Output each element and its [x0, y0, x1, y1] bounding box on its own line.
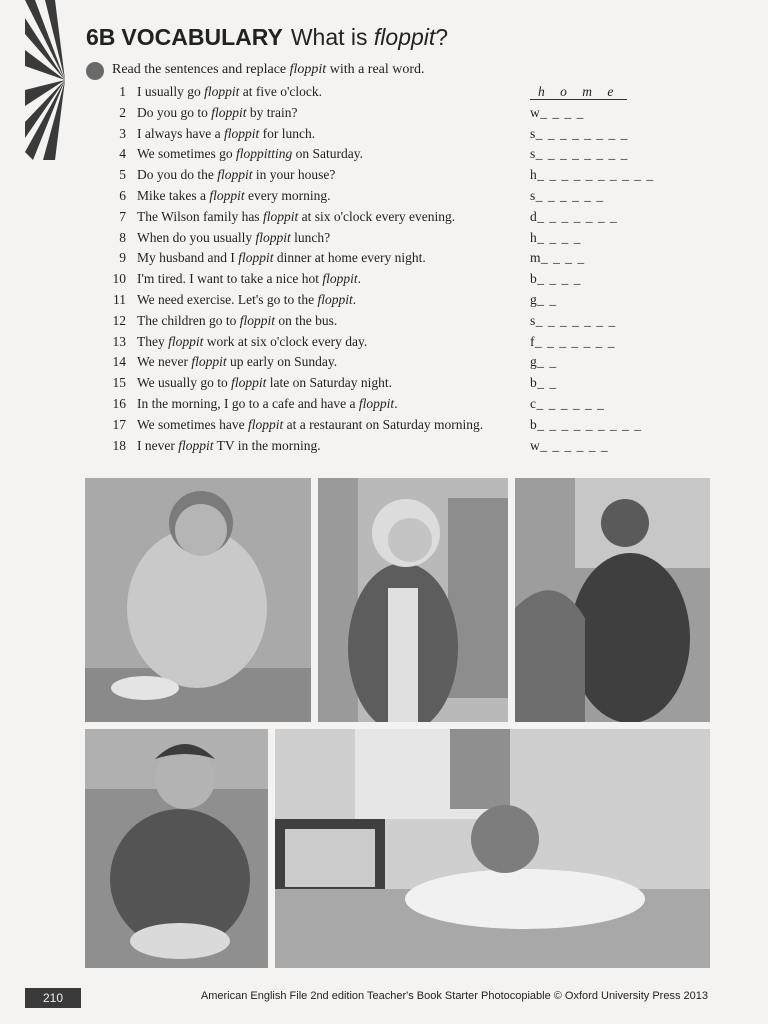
- answer-field[interactable]: [530, 209, 618, 225]
- answer-first-letter: g: [530, 354, 538, 370]
- item-sentence: [137, 438, 321, 454]
- answer-first-letter: m: [530, 250, 542, 266]
- item-number: 6: [119, 188, 126, 203]
- copyright-footer: [201, 990, 708, 1002]
- answer-first-letter: s: [530, 125, 536, 141]
- exercise-item: [0, 417, 768, 437]
- nonsense-word: floppit: [248, 416, 284, 432]
- sentence-start: Do you do the: [137, 167, 218, 183]
- sentence-end: lunch?: [290, 229, 331, 245]
- sentence-end: every morning.: [244, 188, 331, 203]
- answer-first-letter: s: [530, 188, 536, 203]
- item-number: 9: [119, 250, 126, 266]
- exercise-item: [0, 354, 768, 374]
- item-sentence: [137, 105, 298, 121]
- answer-first-letter: s: [530, 312, 536, 328]
- exercise-item: [0, 105, 768, 125]
- item-number: 2: [119, 104, 126, 120]
- answer-first-letter: h: [530, 229, 538, 245]
- item-number: 10: [112, 271, 126, 287]
- exercise-item: [0, 188, 768, 208]
- sentence-start: The children go to: [137, 312, 240, 328]
- answer-first-letter: d: [530, 208, 538, 224]
- sentence-end: at six o'clock every evening.: [298, 208, 456, 224]
- answer-blanks: _ _ _ _ _ _ _: [535, 333, 616, 349]
- sentence-start: They: [137, 333, 169, 349]
- answer-field[interactable]: [530, 438, 609, 454]
- exercise-item: [0, 271, 768, 291]
- item-number: 3: [119, 125, 126, 141]
- exercise-item: [0, 375, 768, 395]
- nonsense-word: floppit: [223, 125, 260, 141]
- photo-man-eating-at-table: [85, 478, 311, 722]
- item-number: 11: [113, 292, 126, 307]
- sentence-start: Mike takes a: [137, 188, 210, 203]
- item-number: 13: [112, 333, 126, 349]
- instruction-word: floppit: [289, 62, 327, 77]
- answer-field[interactable]: [530, 126, 628, 142]
- item-number: 5: [119, 167, 126, 183]
- answer-blanks: _ _: [537, 354, 558, 370]
- answer-field[interactable]: [530, 334, 616, 350]
- answer-field[interactable]: [530, 354, 557, 370]
- answer-field[interactable]: [530, 417, 642, 433]
- answer-blanks: _ _ _ _: [541, 250, 586, 266]
- sentence-start: We sometimes go: [137, 146, 237, 162]
- sentence-start: Do you go to: [137, 104, 212, 120]
- answer-field[interactable]: [530, 105, 584, 121]
- item-sentence: [137, 250, 426, 266]
- nonsense-word: floppit: [209, 188, 245, 203]
- sentence-end: at a restaurant on Saturday morning.: [283, 416, 484, 432]
- item-sentence: [137, 396, 398, 412]
- answer-first-letter: b: [530, 375, 538, 391]
- sentence-start: In the morning, I go to a cafe and have a: [137, 396, 359, 411]
- item-sentence: [137, 313, 337, 329]
- instruction-text: [112, 62, 425, 78]
- exercise-item: [0, 146, 768, 166]
- item-sentence: [137, 271, 361, 287]
- sentence-end: .: [352, 292, 357, 307]
- answer-blanks: _ _ _ _ _ _: [536, 396, 605, 411]
- title-suffix: ?: [435, 24, 449, 50]
- exercise-item: [0, 313, 768, 333]
- sentence-start: I always have a: [137, 125, 224, 141]
- photo-collage: [85, 478, 710, 968]
- nonsense-word: floppit: [211, 104, 247, 120]
- nonsense-word: floppit: [255, 229, 291, 245]
- sentence-start: I usually go: [137, 84, 205, 99]
- answer-first-letter: w: [530, 104, 541, 120]
- answer-blanks: _ _: [537, 292, 558, 307]
- answer-field[interactable]: [530, 292, 557, 308]
- answer-field[interactable]: [530, 375, 557, 391]
- item-sentence: [137, 354, 337, 370]
- sentence-start: We need exercise. Let's go to the: [137, 292, 318, 307]
- item-sentence: [137, 230, 330, 246]
- answer-blanks: _ _ _ _ _ _ _: [537, 208, 618, 224]
- item-number: 14: [112, 354, 126, 370]
- answer-first-letter: b: [530, 416, 538, 432]
- answer-blanks: _ _ _ _ _ _ _ _: [535, 146, 629, 162]
- answer-field[interactable]: [530, 396, 605, 412]
- answer-first-letter: w: [530, 437, 541, 453]
- answer-field[interactable]: [530, 84, 627, 100]
- item-sentence: [137, 84, 322, 100]
- sentence-end: at five o'clock.: [239, 84, 323, 99]
- nonsense-word: floppit: [168, 333, 204, 349]
- instruction-before: Read the sentences and replace: [112, 62, 290, 77]
- title-prefix: What is: [290, 24, 374, 50]
- answer-field[interactable]: [530, 313, 616, 329]
- footer-rights: Photocopiable © Oxford University Press 2013: [477, 990, 708, 1002]
- exercise-item: [0, 230, 768, 250]
- exercise-item: [0, 167, 768, 187]
- photo-woman-shopping: [318, 478, 508, 722]
- footer-brand: American English File 2nd edition Teacher's Book Starter: [200, 990, 478, 1002]
- answer-first-letter: c: [530, 396, 537, 411]
- sentence-start: When do you usually: [137, 229, 256, 245]
- instruction-after: with a real word.: [326, 62, 425, 77]
- sentence-start: We sometimes have: [137, 416, 249, 432]
- sentence-end: for lunch.: [259, 125, 316, 141]
- answer-blanks: _ _ _ _: [540, 104, 585, 120]
- photo-woman-relaxing-on-sofa: [275, 729, 710, 968]
- sentence-end: .: [394, 396, 398, 411]
- answer-field[interactable]: [530, 271, 581, 287]
- sentence-start: I'm tired. I want to take a nice hot: [137, 271, 323, 287]
- sentence-start: The Wilson family has: [137, 208, 263, 224]
- item-number: 17: [112, 416, 126, 432]
- sentence-end: work at six o'clock every day.: [203, 333, 368, 349]
- sentence-end: on Saturday.: [292, 146, 364, 162]
- answer-blanks: _ _: [537, 375, 558, 391]
- nonsense-word: floppitting: [236, 146, 293, 162]
- item-sentence: [137, 167, 335, 183]
- nonsense-word: floppit: [358, 396, 395, 411]
- nonsense-word: floppit: [238, 250, 274, 266]
- nonsense-word: floppit: [262, 208, 299, 224]
- answer-field[interactable]: [530, 250, 585, 266]
- instruction-bullet-icon: [86, 62, 104, 80]
- page-title: [86, 24, 448, 51]
- item-number: 16: [112, 396, 126, 411]
- photo-man-exercising-gym: [515, 478, 710, 722]
- item-sentence: [137, 334, 367, 350]
- item-number: 4: [119, 146, 126, 162]
- answer-blanks: _ _ _ _ _ _ _ _ _: [537, 416, 642, 432]
- answer-blanks: _ _ _ _ _ _: [535, 188, 605, 203]
- title-word: floppit: [373, 24, 436, 50]
- item-number: 1: [119, 84, 126, 99]
- item-sentence: [137, 292, 356, 308]
- sentence-end: by train?: [246, 104, 298, 120]
- answer-first-letter: s: [530, 146, 536, 162]
- sentence-start: My husband and I: [137, 250, 239, 266]
- answer-blanks: _ _ _ _: [537, 271, 582, 287]
- sentence-end: in your house?: [252, 167, 336, 183]
- nonsense-word: floppit: [322, 271, 358, 287]
- nonsense-word: floppit: [231, 375, 267, 391]
- sentence-start: I never: [137, 437, 179, 453]
- answer-field[interactable]: [530, 146, 628, 162]
- page-number: 210: [25, 988, 81, 1008]
- answer-blanks: _ _ _ _ _ _: [540, 437, 609, 453]
- answer-blanks: _ _ _ _ _ _ _: [535, 312, 617, 328]
- answer-field[interactable]: [530, 167, 654, 183]
- nonsense-word: floppit: [217, 167, 253, 183]
- sentence-end: dinner at home every night.: [273, 250, 426, 266]
- sentence-end: .: [357, 271, 362, 287]
- nonsense-word: floppit: [191, 354, 227, 370]
- exercise-item: [0, 84, 768, 104]
- nonsense-word: floppit: [204, 84, 240, 99]
- answer-first-letter: b: [530, 271, 538, 287]
- section-code: 6B: [86, 24, 116, 50]
- item-sentence: [137, 126, 315, 142]
- exercise-item: [0, 250, 768, 270]
- answer-first-letter: h: [530, 167, 538, 183]
- nonsense-word: floppit: [178, 437, 214, 453]
- sentence-end: on the bus.: [275, 312, 338, 328]
- item-number: 18: [112, 437, 126, 453]
- photo-man-eating-pasta: [85, 729, 268, 968]
- section-name: VOCABULARY: [121, 24, 283, 50]
- answer-first-letter: g: [530, 292, 538, 307]
- item-sentence: [137, 146, 363, 162]
- sentence-start: We never: [137, 354, 192, 370]
- nonsense-word: floppit: [317, 292, 353, 307]
- exercise-item: [0, 126, 768, 146]
- answer-field[interactable]: [530, 230, 581, 246]
- item-number: 7: [119, 208, 126, 224]
- item-number: 8: [119, 229, 126, 245]
- sentence-end: late on Saturday night.: [266, 375, 393, 391]
- sentence-end: TV in the morning.: [213, 437, 321, 453]
- item-sentence: [137, 209, 455, 225]
- item-sentence: [137, 188, 330, 204]
- answer-blanks: _ _ _ _ _ _ _ _: [535, 125, 629, 141]
- answer-first-letter: h o m e: [530, 84, 627, 100]
- nonsense-word: floppit: [239, 312, 275, 328]
- sentence-start: We usually go to: [137, 375, 232, 391]
- answer-first-letter: f: [530, 333, 535, 349]
- answer-blanks: _ _ _ _: [537, 229, 582, 245]
- item-number: 15: [112, 375, 126, 391]
- exercise-item: [0, 334, 768, 354]
- exercise-item: [0, 438, 768, 458]
- item-number: 12: [112, 312, 126, 328]
- exercise-item: [0, 292, 768, 312]
- item-sentence: [137, 375, 392, 391]
- exercise-item: [0, 209, 768, 229]
- answer-blanks: _ _ _ _ _ _ _ _ _ _: [537, 167, 655, 183]
- item-sentence: [137, 417, 483, 433]
- answer-field[interactable]: [530, 188, 604, 204]
- sentence-end: up early on Sunday.: [226, 354, 338, 370]
- exercise-item: [0, 396, 768, 416]
